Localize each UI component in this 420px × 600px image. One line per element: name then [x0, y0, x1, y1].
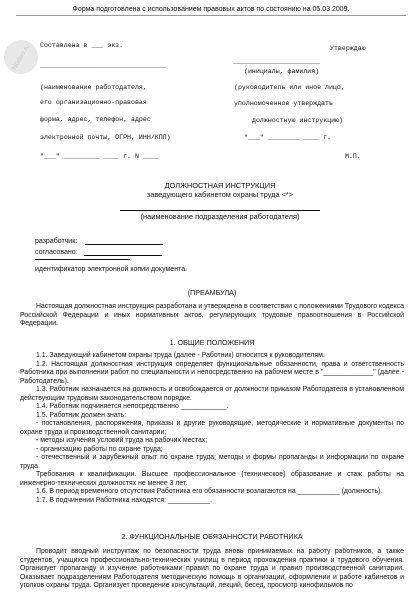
clause-1-7: 1.7. В подчинении Работника находятся: ___________. — [36, 496, 212, 504]
clause-1-1: 1.1. Заведующий кабинетом охраны труда (далее - Работник) относится к руководителям. — [36, 352, 325, 359]
knowledge-item: - методы изучения условий труда на рабочих местах; — [36, 437, 208, 444]
knowledge-item: - организацию работы по охране труда; — [36, 445, 163, 453]
approver-line: ______________________ — [233, 58, 321, 65]
approver-instruction-caption: должностную инструкцию) — [252, 117, 344, 124]
document-date-number: "___" _________ ____ г. N ____ — [40, 153, 159, 160]
approver-name-caption: (инициалы, фамилия) — [244, 68, 320, 75]
clause-1-6: 1.6. В период временного отсутствия Работника его обязанности возлагаются на ___________ (должность). — [36, 488, 383, 495]
knowledge-item: - постановления, распоряжения, приказы и другие руководящие, методические и нормативные документы по охране труда и производственной санитарии; — [20, 420, 404, 436]
clause-1-4: 1.4. Работник подчиняется непосредственно ____________. — [36, 403, 229, 410]
qualification-requirements: Требования к квалификации. Высшее профессиональное (техническое) образование и стаж работы на инженерно-технических должностях не менее 3 лет. — [20, 471, 404, 487]
knowledge-item: - отечественный и зарубежный опыт по охране труда; методы и формы пропаганды и информации по охране труда. — [20, 454, 404, 470]
approver-role-caption: (руководитель или иное лицо, — [234, 84, 345, 91]
form-header: Форма подготовлена с использованием правовых актов по состоянию на 05.03.2009. — [16, 6, 406, 16]
identifier-line — [35, 259, 130, 260]
agreed-line — [84, 248, 162, 256]
section-1-title: 1. ОБЩИЕ ПОЛОЖЕНИЯ — [169, 338, 255, 347]
copies-line: Составлена в ___ экз. — [40, 42, 124, 49]
clause-1-3: 1.3. Работник назначается на должность и освобождается от должности приказом Работодателя в установленном действующим трудовым законодательством порядке. — [20, 386, 404, 402]
clause-1-5: 1.5. Работник должен знать: — [36, 411, 127, 419]
developer-line — [85, 237, 163, 245]
preamble-title: (ПРЕАМБУЛА) — [187, 288, 237, 297]
employer-address-caption: форма, адрес, телефон, адрес — [40, 116, 151, 123]
approver-authority-caption: уполномоченное утверждать — [234, 100, 333, 107]
subdivision-caption: (наименование подразделения работодателя) — [120, 210, 320, 221]
document-subtitle: заведующего кабинетом охраны труда <*> — [146, 190, 294, 199]
section-2-text: Проводит вводный инструктаж по безопасности труда вновь принимаемых на работу работников, а также студентов, учащихся профессионально-технических училищ в период прохождения практики и трудового обучения. Организует пропаганду и изучение работниками правил по охране труда и правил производственной санитарии. Оказывает подразделениям Работодателя методическую помощь в организации, оформлении и работе кабинетов и уголков охраны труда. Организует проведение консультаций, лекций, бесед, просмотр кинофильмов по — [20, 548, 404, 589]
identifier-caption: идентификатор электронной копии документа. — [35, 266, 188, 273]
section-1-body — [20, 352, 404, 505]
employer-form-caption: его организационно-правовая — [40, 99, 147, 106]
employer-email-caption: электронной почты, ОГРН, ИНН/КПП) — [40, 134, 171, 141]
developer-label: разработчик: — [35, 238, 78, 245]
employer-name-caption: (наименование работодателя, — [40, 84, 147, 91]
watermark-logo: Nodeo.ru — [0, 34, 44, 80]
agreed-label: согласовано: — [35, 249, 78, 256]
section-2-title: 2. ФУНКЦИОНАЛЬНЫЕ ОБЯЗАННОСТИ РАБОТНИКА — [121, 532, 303, 541]
clause-1-2: 1.2. Настоящая должностная инструкция определяет функциональные обязанности, права и ответственность Работника при выполнении работ по специальности и непосредственно на рабочем месте в "_____________" (далее - Работодатель). — [20, 360, 404, 385]
approve-label: Утверждаю — [330, 45, 366, 52]
approval-date: "___" ________ ____ г. — [244, 134, 332, 141]
employer-line: ________________________________ — [40, 62, 167, 69]
preamble-text: Настоящая должностная инструкция разработана и утверждена в соответствии с положениями Трудового кодекса Российской Федерации и иных нормативных актов, регулирующих трудовые правоотношения в Российской Федерации. — [20, 303, 404, 327]
document-title: ДОЛЖНОСТНАЯ ИНСТРУКЦИЯ — [164, 181, 276, 190]
stamp-label: М.П. — [345, 153, 361, 160]
